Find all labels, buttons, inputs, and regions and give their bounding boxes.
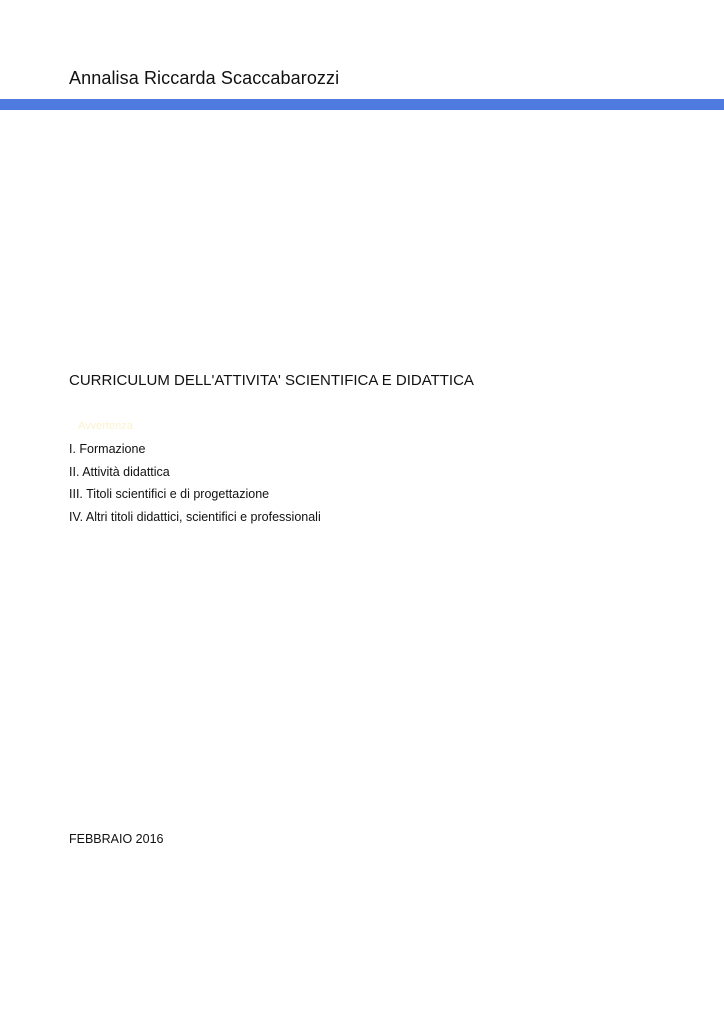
table-of-contents (69, 441, 321, 531)
toc-item-titoli-scientifici: III. Titoli scientifici e di progettazione (69, 487, 270, 501)
toc-item-formazione: I. Formazione (69, 442, 146, 456)
toc-item-attivita-didattica: II. Attività didattica (69, 464, 170, 479)
author-name: Annalisa Riccarda Scaccabarozzi (69, 68, 340, 88)
header-accent-bar (0, 99, 724, 110)
document-title: CURRICULUM DELL'ATTIVITA' SCIENTIFICA E DIDATTICA (69, 372, 474, 389)
toc-item-altri-titoli: IV. Altri titoli didattici, scientifici e professionali (69, 509, 321, 524)
notice-label: Avvertenza (78, 420, 133, 432)
document-date: FEBBRAIO 2016 (69, 832, 164, 846)
